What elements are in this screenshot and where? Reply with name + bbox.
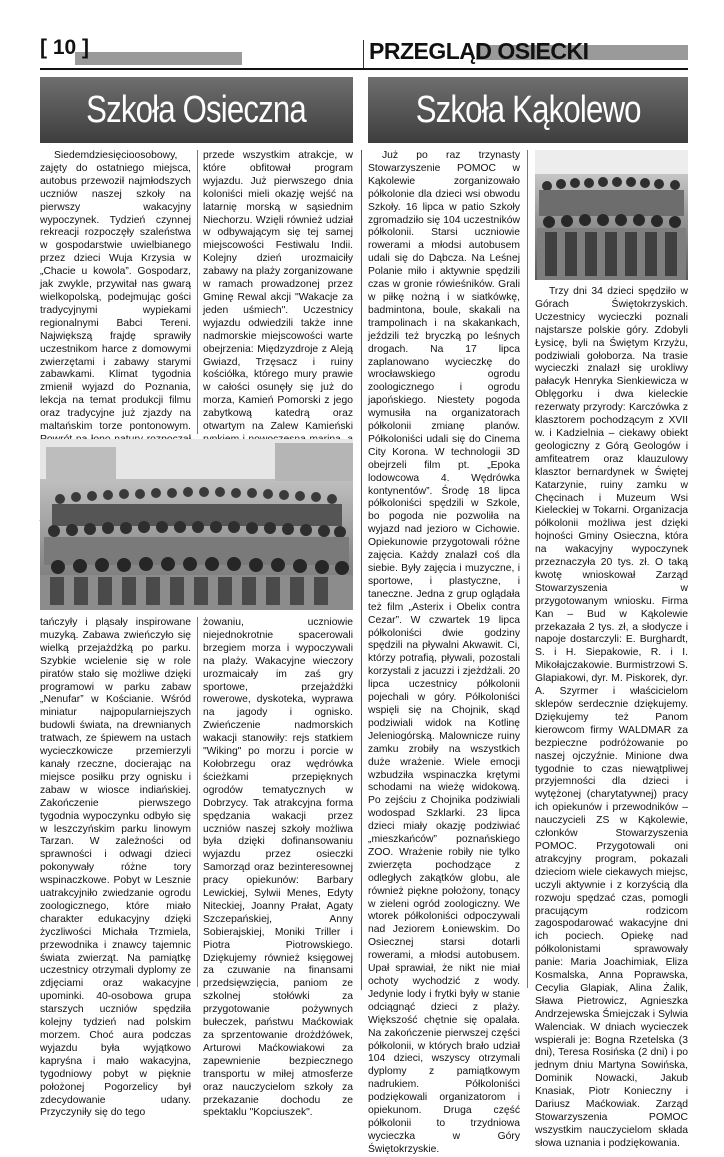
page-number: [ 10 ] <box>40 36 90 59</box>
children-photo-icon <box>535 150 688 280</box>
article-paragraph: żowaniu, uczniowie niejednokrotnie spacerowali brzegiem morza i wypoczywali na plaży. Wakacyjne wieczory urozmaicały im zaś gry sportowe, przejażdżki rowerowe, dyskoteka, wyprawa na jagody i ognisko. Zwieńczenie nadmorskich wakacji stanowiły: rejs statkiem "Wiking" po morzu i porcie w Kołobrzegu oraz wędrówka ścieżkami przepięknych ogrodów tematycznych w Dobrzycy. Tak atrakcyjna forma spędzania wakacji przez uczniów naszej szkoły możliwa była dzięki dofinansowaniu wyjazdu przez osieczki Samorząd oraz bezinteresownej pracy opiekunów: Barbary Lewickiej, Sylwii Menes, Edyty Niteckiej, Joanny Prałat, Agaty Szczepańskiej, Anny Sobierajskiej, Moniki Triller i Piotra Piotrowskiego. Dziękujemy również księgowej za czuwanie na finansami przedsięwzięcia, paniom ze szkolnej stołówki za przygotowanie pożywnych bułeczek, państwu Maćkowiak za sprzentowanie drożdżówek, Arturowi Maćkowiakowi za zapewnienie bezpiecznego transportu w miłej atmosferze oraz nauczycielom szkoły za przekazanie dochodu ze spektaklu "Kopciuszek". <box>203 617 353 1119</box>
right-article-title: Szkoła Kąkolewo <box>415 88 641 131</box>
header-divider <box>363 40 364 70</box>
article-paragraph: tańczyły i pląsały inspirowane muzyką. Zabawa zwieńczyło się wielką przejażdżką po parku. Szybkie wcielenie się w role piratów stało się możliwe dzięki programowi w parku zabaw „Nenufar” w Kościanie. Wśród miniatur najpopularniejszych budowli świata, na drewnianych tratwach, ze śpiewem na ustach wycieczkowicze przemierzyli kanały rzeczne, docierając na miejsce posiłku przy ognisku i zabaw w wiosce indiańskiej. Zakończenie pierwszego tygodnia wypoczynku odbyło się w leszczyńskim parku linowym Tarzan. W zależności od sprawności i odwagi dzieci pokonywały różne tory wspinaczkowe. Pobyt w Lesznie uatrakcyjniło zwiedzanie ogrodu zoologicznego, które miało charakter edukacyjny dzięki życzliwości Michała Trzmiela, przewodnika i znawcy tajemnic świata zwierząt. Na pamiątkę uczestnicy otrzymali dyplomy ze zdjęciami oraz wakacyjne upominki. 40-osobowa grupa starszych uczniów spędziła kolejny tydzień nad polskim morzem. Choć aura podczas wyjazdu była wyjątkowo kapryśna i mało wakacyjna, tygodniowy pobyt w pięknie położonej Pogorzelicy był zdecydowanie udany. Przyczyniły się do tego <box>40 617 191 1119</box>
group-photo-icon <box>40 439 353 610</box>
group-photo <box>40 439 353 610</box>
left-article-column-1-bottom <box>40 617 191 1119</box>
column-divider <box>197 617 198 987</box>
header-underline <box>40 68 688 70</box>
article-paragraph: Siedemdziesięcioosobowy, zajęty do ostatniego miejsca, autobus przewoził najmłodszych uczniów naszej szkoły na pierwszy wakacyjny wypoczynek. Tydzień czynnej rekreacji rozpoczęły szaleństwa w gospodarstwie uwielbianego przez dzieci Wuja Krzysia w „Chacie u kowola”. Gospodarz, jak zwykle, przywitał nas gwarą wielkopolską, podejmując gości tradycyjnymi wypiekami regionalnymi Babci Tereni. Największą frajdę sprawiły uczestnikom harce z domowymi zwierzętami i zabawy starymi zabawkami. Klimat tygodnia zmienił wyjazd do Poznania, lekcja na temat produkcji filmu oraz tradycyjne już zjazdy na maltańskim torze pontonowym. <box>40 150 191 433</box>
right-article-title-banner <box>368 77 688 143</box>
article-paragraph: Trzy dni 34 dzieci spędziło w Górach Świętokrzyskich. Uczestnicy wycieczki poznali najstarsze polskie góry. Zdobyli Łysicę, byli na Świętym Krzyżu, podziwiali gołoborza. Na trasie wycieczki znalazł się urokliwy pałacyk Henryka Sienkiewicza w Oblęgorku i dwa kieleckie rezerwaty przyrody: Karczówka z klasztorem pochodzącym z XVII w. i Kadzielnia – ciekawy obiekt geologiczny z Górą Geologów i amfiteatrem oraz klauzulowy klasztor bernardynek w Świętej Katarzynie, ruiny zamku w Chęcinach i Muzeum Wsi Kieleckiej w Tokarni. Organizacja półkolonii możliwa jest dzięki hojności Gminy Osieczna, która na wakacyjny wypoczynek przeznaczyła 20 tys. zł. O taką kwotę wnioskował Zarząd Stowarzyszenia w przygotowanym wniosku. Firma Kan – Bud w Kąkolewie przekazała 2 tys. zł, a słodycze i napoje dostarczyli: E. Burghardt, S. i H. Siepakowie, R. i I. Mikołajczakowie. Burmistrzowi S. Glapiakowi, dyr. M. Piskorek, dyr. A. Szyrmer i właścicielom sklepów serdecznie dziękujemy. Dziękujemy też Panom kierowcom firmy WALDMAR za bezpieczne podróżowanie po naszej ojczyźnie. Minione dwa tygodnie to czas niewątpliwej przyjemności dla dzieci i wytężonej (charytatywnej) pracy ich opiekunów i przewodników – nauczycieli ZS w Kąkolewie, członków Stowarzyszenia POMOC. Przygotowali oni atrakcyjny program, pokazali dzieciom wiele ciekawych miejsc, uczyli aktywnie i z korzyścią dla rozwoju spędzać czas, pomogli pracującym rodzicom zagospodarować wakacyjne dni ich pociech. Opiekę nad półkolonistami sprawowały panie: Maria Joachimiak, Eliza Kosmalska, Anna Poprawska, Cecylia Glapiak, Alina Żalik, Sława Pietrowicz, Agnieszka Andrzejewska Śmiejczak i Sylwia Walenciak. W dniach wycieczek wspierali je: Bogna Rzetelska (3 dni), Teresa Rosińska (2 dni) i po jednym dniu Martyna Sowińska, Dominik Nowacki, Jakub Knasiak, Piotr Konieczny i Dariusz Maćkowiak. Zarząd Stowarzyszenia POMOC wszystkim nauczycielom składa słowa uznania i podziękowania. <box>535 286 688 1149</box>
column-divider <box>197 150 198 434</box>
right-article-column-2 <box>535 286 688 1149</box>
article-paragraph: Już po raz trzynasty Stowarzyszenie POMOC w Kąkolewie zorganizowało półkolonie dla dzieci wsi obwodu Szkoły. 16 lipca w patio Szkoły zgromadziło się 104 uczestników półkolonii. Starsi uczniowie rowerami a młodsi autobusem udali się do Dąbcza. Na Leśnej Polanie miło i aktywnie spędzili czas w gronie rówieśników. Grali w piłkę nożną i w siatkówkę, badmintona, boule, skakali na trampolinach i na skakankach, jeździli też bryczką po leśnych drogach. Na 17 lipca zaplanowano wycieczkę do wrocławskiego ogrodu zoologicznego i ogrodu japońskiego. Niestety pogoda wymusiła na organizatorach półkolonii zmianę planów. Półkoloniści udali się do Cinema City Korona. W technologii 3D obejrzeli film pt. „Epoka lodowcowa 4. Wędrówka kontynentów”. Środę 18 lipca półkoloniści spędzili w Szkole, bo pogoda nie pozwoliła na wyjazd nad jezioro w Cichowie. Opiekunowie przygotowali różne zajęcia. Każdy znalazł coś dla siebie. Były zajęcia i muzyczne, i sportowe, i plastyczne, i taneczne. Jedna z grup oglądała też film „Asterix i Obelix contra Cezar”. W czwartek 19 lipca półkoloniści dwie godziny spędzili na pływalni Akwawit. Ci, którzy potrafią, pływali, pozostali korzystali z jacuzzi i zjeżdżali. 20 lipca uczestnicy półkolonii pojechali w góry. Półkoloniści wspięli się na Chojnik, skąd podziwiali widok na Kotlinę Jeleniogórską. Malownicze ruiny zamku zrobiły na wszystkich duże wrażenie. Wiele emocji wzbudziła wspinaczka krętymi schodami na wieżę widokową. Po zejściu z Chojnika podziwiali wodospad Szklarki. 23 lipca dzieci miały okazję podziwiać „mieszkańców” poznańskiego ZOO. Wrażenie robiły nie tylko zwierzęta pochodzące z odległych zakątków globu, ale również piękne położony, tonący w zieleni ogród zoologiczny. We wtorek półkoloniści odpoczywali nad Jeziorem Łoniewskim. Do Osiecznej starsi dotarli rowerami, a młodsi autobusem. Upał sprawiał, że nikt nie miał ochoty wychodzić z wody. Jedynie lody i frytki były w stanie odciągnąć dzieci z plaży. Większość chętnie się opalała. Na zakończenie pierwszej części półkolonii, w których brało udział 104 dzieci, wszyscy otrzymali dyplomy z pamiątkowym nadrukiem. Półkoloniści podziękowali organizatorom i opiekunom. Druga część półkolonii to trzydniowa wycieczka w Góry Świętokrzyskie. <box>368 150 520 1155</box>
left-article-column-2-top <box>203 150 353 434</box>
children-photo <box>535 150 688 280</box>
header-rule-left <box>75 52 242 65</box>
left-article-column-2-bottom <box>203 617 353 1119</box>
left-article-column-1-top <box>40 150 191 434</box>
left-article-title-banner <box>40 77 353 143</box>
right-article-column-1 <box>368 150 520 1155</box>
left-article-title: Szkoła Osieczna <box>86 88 307 131</box>
article-divider <box>361 150 362 990</box>
article-paragraph: przede wszystkim atrakcje, w które obfitował program wyjazdu. Już pierwszego dnia koloniści mieli okazję wejść na latarnię morską w sąsiednim Niechorzu. Wzięli również udział w odbywającym się tej samej miejscowości Festiwalu Indii. Kolejny dzień urozmaiciły zabawy na plaży zorganizowane w ramach prowadzonej przez Gminę Rewal akcji "Wakacje za jeden uśmiech". Uczestnicy wyjazdu odwiedzili także inne nadmorskie miejscowości warte obejrzenia: Międzyzdroje z Aleją Gwiazd, Trzęsacz i ruiny kościółka, którego mury prawie w całości osunęły się już do morza, Kamień Pomorski z jego zabytkową katedrą oraz otwartym na Zalew Kamieński <box>203 150 353 433</box>
magazine-title: PRZEGLĄD OSIECKI <box>369 38 589 64</box>
column-divider <box>527 150 528 988</box>
